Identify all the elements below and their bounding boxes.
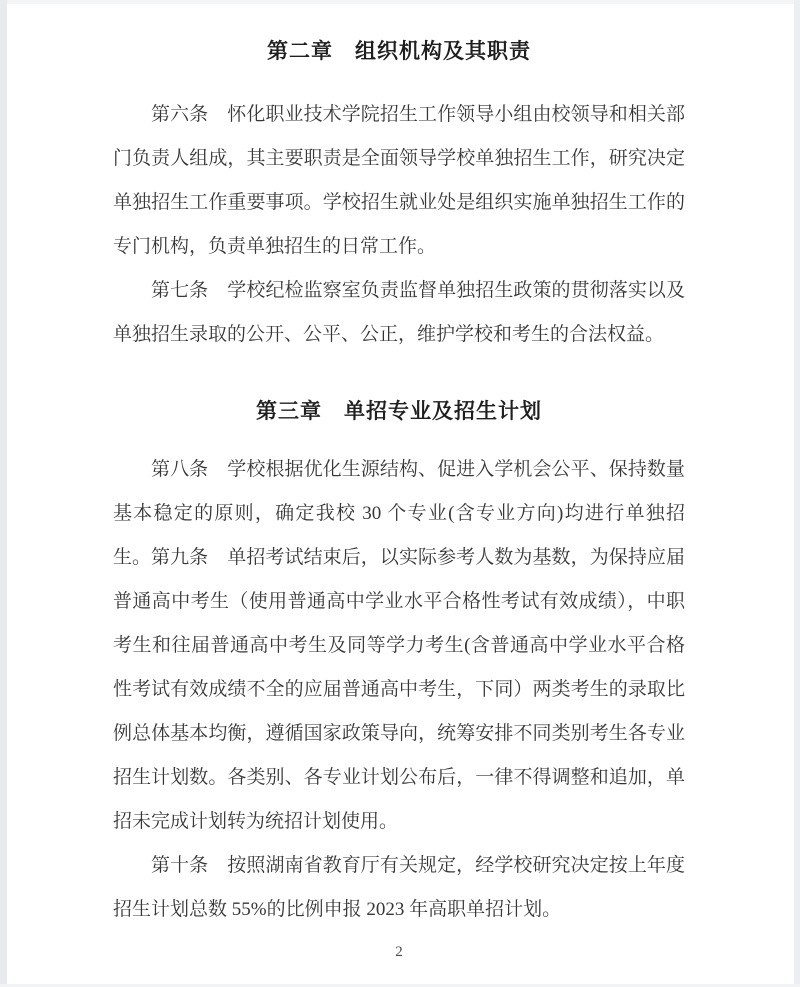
- text-line: 基本稳定的原则，确定我校 30 个专业(含专业方向)均进行单独招生。: [113, 503, 685, 568]
- text-line: 性考试有效成绩不全的应届普通高中考生，下同）两类考生的录取比: [113, 679, 685, 700]
- paragraph-article-6: [113, 93, 685, 269]
- text-line: 第八条 学校根据优化生源结构、促进入学机会公平、保持数量: [151, 459, 685, 480]
- text-line: 第九条 单招考试结束后，以实际参考人数为基数，为保持应届: [151, 547, 685, 568]
- text-line: 第七条 学校纪检监察室负责监督单独招生政策的贯彻落实以及: [151, 280, 685, 301]
- chapter-3-body: [113, 448, 685, 932]
- text-line: 单独招生工作重要事项。学校招生就业处是组织实施单独招生工作的: [113, 192, 685, 213]
- text-line: 招生计划总数 55%的比例申报 2023 年高职单招计划。: [113, 899, 562, 920]
- text-line: 第十条 按照湖南省教育厅有关规定，经学校研究决定按上年度: [151, 855, 685, 876]
- text-line: 招生计划数。各类别、各专业计划公布后，一律不得调整和追加，单: [113, 767, 685, 788]
- page-number: 2: [395, 944, 403, 960]
- text-line: 门负责人组成，其主要职责是全面领导学校单独招生工作，研究决定: [113, 148, 685, 169]
- chapter-2-heading: 第二章 组织机构及其职责: [267, 39, 531, 63]
- text-line: 例总体基本均衡，遵循国家政策导向，统筹安排不同类别考生各专业: [113, 723, 685, 744]
- scan-edge-left: [0, 0, 7, 987]
- text-line: 考生和往届普通高中考生及同等学力考生(含普通高中学业水平合格: [113, 635, 685, 656]
- text-line: 第六条 怀化职业技术学院招生工作领导小组由校领导和相关部: [151, 104, 685, 125]
- chapter-3-heading: 第三章 单招专业及招生计划: [256, 399, 542, 423]
- chapter-2-body: [113, 93, 685, 357]
- text-line: 普通高中考生（使用普通高中学业水平合格性考试有效成绩），中职: [113, 591, 685, 612]
- document-page: [113, 0, 685, 932]
- text-line: 单独招生录取的公开、公平、公正，维护学校和考生的合法权益。: [113, 324, 665, 345]
- scan-edge-right: [794, 0, 800, 987]
- paragraph-article-7: [113, 269, 685, 357]
- text-line: 专门机构，负责单独招生的日常工作。: [113, 236, 437, 257]
- text-line: 招未完成计划转为统招计划使用。: [113, 811, 399, 832]
- paragraph-article-10: [113, 844, 685, 932]
- paragraph-article-9: [113, 536, 685, 844]
